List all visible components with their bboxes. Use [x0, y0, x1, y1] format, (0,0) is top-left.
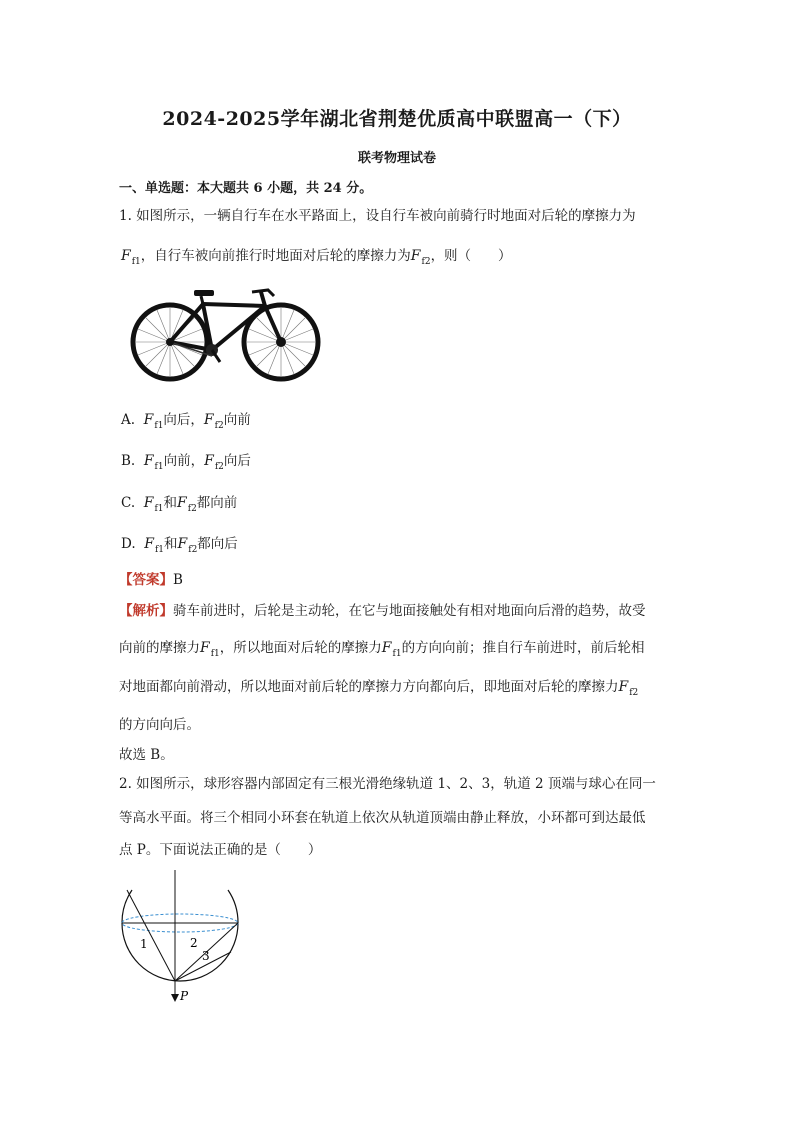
force-symbol: $F_{f1}$	[121, 248, 141, 267]
q2-line1: 2. 如图所示，球形容器内部固定有三根光滑绝缘轨道 1、2、3，轨道 2 顶端与球心在同一	[119, 776, 656, 792]
arrow-down-icon	[171, 994, 179, 1002]
option-a[interactable]: A. $F_{f1}$向后，$F_{f2}$向前	[121, 412, 251, 431]
conclusion: 故选 B。	[119, 747, 174, 763]
page-subtitle: 联考物理试卷	[357, 151, 436, 166]
q2-line3: 点 P。下面说法正确的是（ ）	[119, 842, 322, 858]
point-p-label: P	[180, 989, 189, 1003]
force-symbol: $F_{f2}$	[410, 248, 431, 267]
section-heading: 一、单选题：本大题共 6 小题，共 24 分。	[119, 181, 373, 196]
answer-tag: 【答案】	[119, 572, 173, 588]
sphere-diagram	[110, 868, 250, 1008]
q1-stem-line1: 1. 如图所示，一辆自行车在水平路面上，设自行车被向前骑行时地面对后轮的摩擦力为	[119, 208, 636, 224]
track-2-label: 2	[190, 936, 198, 950]
analysis-line4: 的方向向后。	[119, 717, 200, 733]
track-3-label: 3	[202, 949, 210, 963]
option-d[interactable]: D. $F_{f1}$和$F_{f2}$都向后	[121, 536, 238, 555]
bicycle-figure	[128, 278, 324, 390]
track-1-label: 1	[140, 937, 148, 951]
answer-value: B	[173, 572, 183, 588]
track-1	[127, 890, 175, 981]
q1-stem-line2: $F_{f1}$，自行车被向前推行时地面对后轮的摩擦力为$F_{f2}$，则（ ）	[121, 248, 512, 267]
page-title: 2024-2025学年湖北省荆楚优质高中联盟高一（下）	[162, 108, 632, 130]
analysis-line1: 【解析】骑车前进时，后轮是主动轮，在它与地面接触处有相对地面向后滑的趋势，故受	[119, 603, 646, 619]
analysis-line2: 向前的摩擦力$F_{f1}$，所以地面对后轮的摩擦力$F_{f1}$的方向向前；推自行车前进时，前后轮相	[119, 640, 645, 659]
option-b[interactable]: B. $F_{f1}$向前，$F_{f2}$向后	[121, 453, 251, 472]
analysis-line3: 对地面都向前滑动，所以地面对前后轮的摩擦力方向都向后，即地面对后轮的摩擦力$F_{f2}$	[119, 679, 639, 698]
option-c[interactable]: C. $F_{f1}$和$F_{f2}$都向前	[121, 495, 238, 514]
q2-line2: 等高水平面。将三个相同小环套在轨道上依次从轨道顶端由静止释放，小环都可到达最低	[119, 810, 646, 826]
analysis-tag: 【解析】	[119, 603, 173, 619]
answer-line	[119, 570, 183, 590]
